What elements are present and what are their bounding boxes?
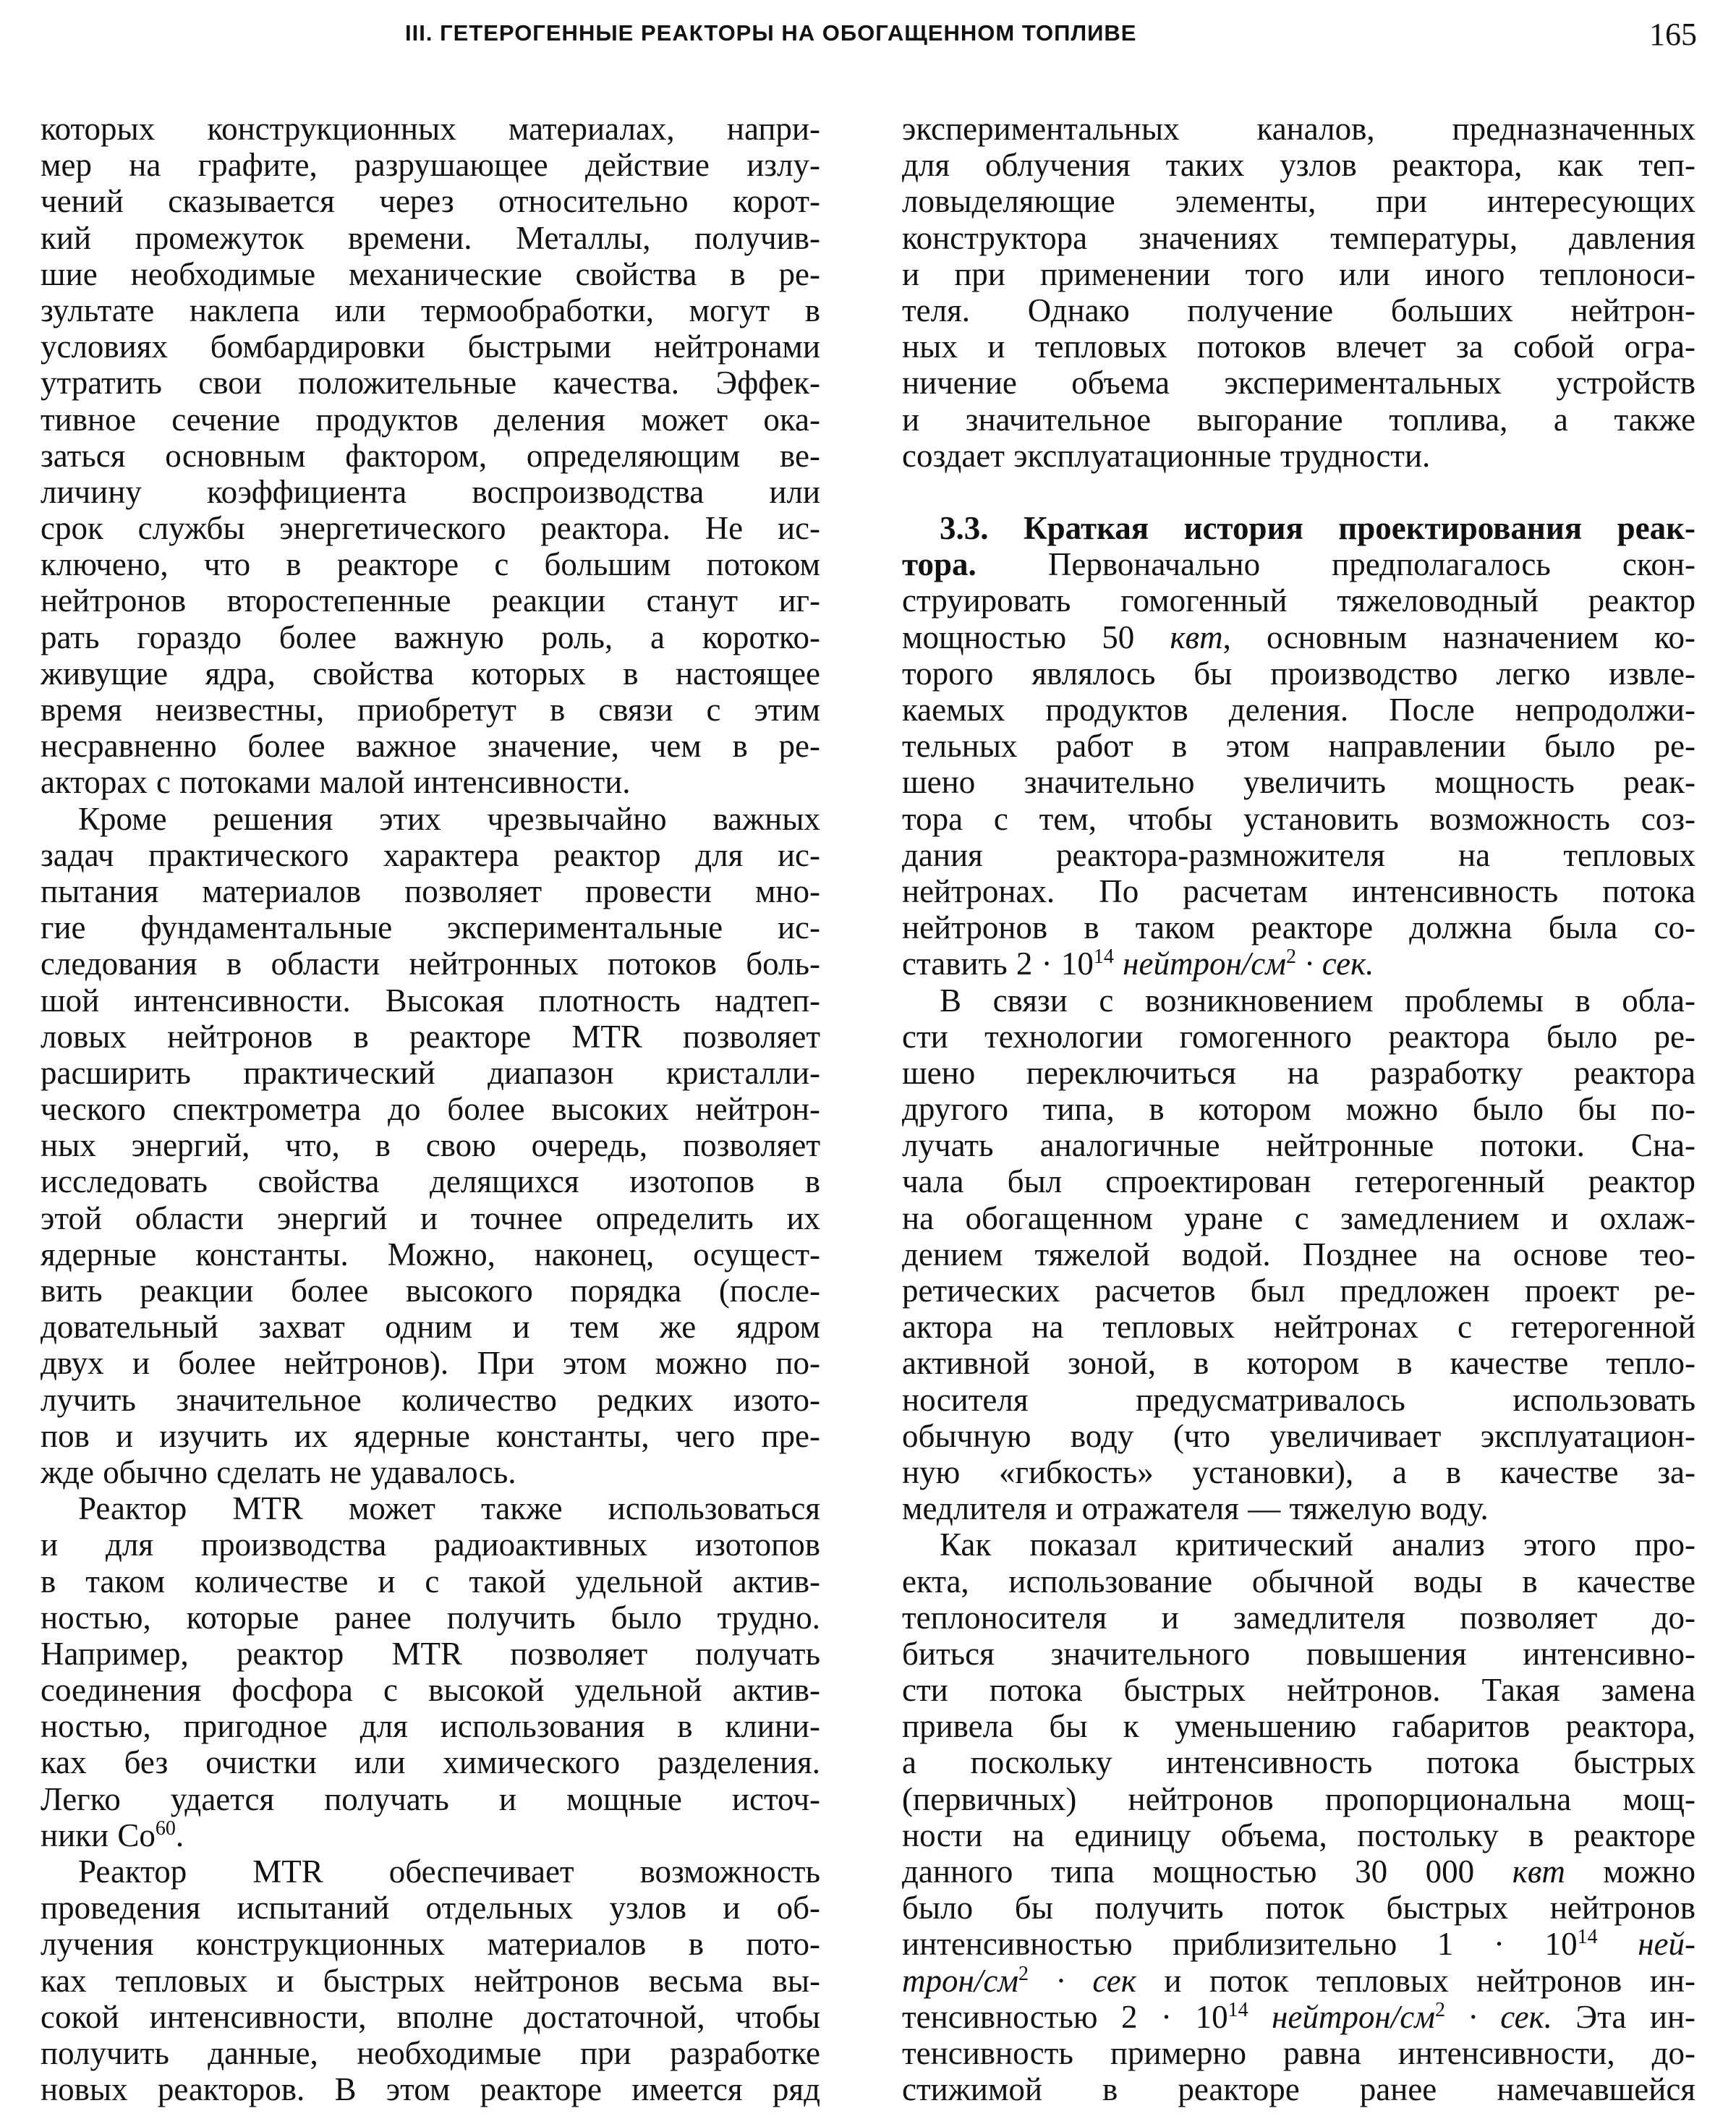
text-line: ностью, которые ранее получить было трудно. bbox=[41, 1599, 820, 1636]
text-line: живущие ядра, свойства которых в настоящее bbox=[41, 655, 820, 692]
italic-text: нейтрон/см bbox=[1272, 1998, 1435, 2035]
bold-text: тора. bbox=[902, 546, 977, 583]
paragraph bbox=[41, 801, 820, 1491]
text-line: чений сказывается через относительно корот- bbox=[41, 183, 820, 220]
text-line: зультате наклепа или термообработки, могут в bbox=[41, 292, 820, 328]
paragraph bbox=[41, 1490, 820, 1853]
paragraph bbox=[902, 1526, 1695, 2107]
text-line: новых реакторов. В этом реакторе имеется ряд bbox=[41, 2071, 820, 2108]
superscript: 2 bbox=[1018, 1962, 1029, 1985]
text-line: нейтронах. По расчетам интенсивность потока bbox=[902, 872, 1695, 909]
text-line: на обогащенном уране с замедлением и охлаж- bbox=[902, 1199, 1695, 1236]
text-line: которых конструкционных материалах, напри- bbox=[41, 111, 820, 147]
text-run: данного типа мощностью 30 000 bbox=[902, 1853, 1512, 1890]
blank-line bbox=[902, 474, 1695, 510]
superscript: 14 bbox=[1227, 1998, 1248, 2021]
text-line: исследовать свойства делящихся изотопов в bbox=[41, 1163, 820, 1200]
text-line: было бы получить поток быстрых нейтронов bbox=[902, 1890, 1695, 1927]
text-run bbox=[1248, 1999, 1272, 2035]
text-line: мер на графите, разрушающее действие излу- bbox=[41, 147, 820, 184]
text-line: Реактор MTR обеспечивает возможность bbox=[78, 1853, 820, 1890]
text-line: довательный захват одним и тем же ядром bbox=[41, 1309, 820, 1346]
text-line: обычную воду (что увеличивает эксплуатацион- bbox=[902, 1417, 1695, 1454]
text-run: интенсивностью приблизительно 1 · 10 bbox=[902, 1926, 1578, 1963]
text-line: дания реактора-размножителя на тепловых bbox=[902, 836, 1695, 873]
text-line bbox=[902, 1926, 1695, 1962]
text-line: ретических расчетов был предложен проект ре- bbox=[902, 1273, 1695, 1309]
text-line: проведения испытаний отдельных узлов и об- bbox=[41, 1890, 820, 1927]
text-line: теля. Однако получение больших нейтрон- bbox=[902, 292, 1695, 328]
text-line: тивное сечение продуктов деления может ока- bbox=[41, 401, 820, 438]
text-line: ках без очистки или химического разделения. bbox=[41, 1744, 820, 1781]
text-line: жде обычно сделать не удавалось. bbox=[41, 1453, 516, 1490]
text-line: соединения фосфора с высокой удельной актив- bbox=[41, 1672, 820, 1709]
text-run: . bbox=[175, 1817, 184, 1853]
text-line: двух и более нейтронов). При этом можно по- bbox=[41, 1345, 820, 1382]
text-line: ядерные константы. Можно, наконец, осущест- bbox=[41, 1236, 820, 1273]
text-line: другого типа, в котором можно было бы по- bbox=[902, 1091, 1695, 1128]
text-line: сокой интенсивности, вполне достаточной, чтобы bbox=[41, 1998, 820, 2035]
text-line: активной зоной, в котором в качестве тепло- bbox=[902, 1345, 1695, 1382]
text-run bbox=[1598, 1926, 1638, 1962]
text-line: и при применении того или иного теплоноси- bbox=[902, 255, 1695, 292]
text-line: следования в области нейтронных потоков боль- bbox=[41, 946, 820, 982]
text-line bbox=[902, 1853, 1695, 1890]
text-line: вить реакции более высокого порядка (после- bbox=[41, 1273, 820, 1309]
text-line: и значительное выгорание топлива, а также bbox=[902, 401, 1695, 438]
text-line: пов и изучить их ядерные константы, чего пре- bbox=[41, 1417, 820, 1454]
text-line bbox=[902, 619, 1695, 655]
text-line: пытания материалов позволяет провести мно- bbox=[41, 872, 820, 909]
superscript: 14 bbox=[1577, 1926, 1598, 1949]
italic-text: · сек bbox=[1029, 1962, 1136, 1999]
italic-text: ней- bbox=[1638, 1926, 1695, 1963]
text-line: время неизвестны, приобретут в связи с этим bbox=[41, 692, 820, 728]
text-line: нейтронов в таком реакторе должна была со- bbox=[902, 909, 1695, 946]
text-line bbox=[902, 1963, 1695, 1999]
italic-text: · сек. bbox=[1444, 1998, 1552, 2035]
italic-text: квт bbox=[1512, 1853, 1565, 1890]
text-line: носителя предусматривалось использовать bbox=[902, 1381, 1695, 1418]
superscript: 2 bbox=[1434, 1998, 1445, 2021]
text-run: ставить 2 · 10 bbox=[902, 946, 1094, 982]
text-line: ловыделяющие элементы, при интересующих bbox=[902, 183, 1695, 220]
text-line: теплоносителя и замедлителя позволяет до- bbox=[902, 1599, 1695, 1636]
text-run: ники Co bbox=[41, 1817, 156, 1853]
text-line bbox=[41, 1817, 820, 1853]
superscript: 60 bbox=[155, 1817, 176, 1840]
text-line: сти технологии гомогенного реактора было ре- bbox=[902, 1018, 1695, 1055]
right-column bbox=[902, 111, 1695, 2107]
text-line: получить данные, необходимые при разработке bbox=[41, 2034, 820, 2071]
paragraph bbox=[41, 1853, 820, 2107]
text-line: акторах с потоками малой интенсивности. bbox=[41, 764, 631, 801]
text-line: несравненно более важное значение, чем в ре- bbox=[41, 728, 820, 765]
text-line: а поскольку интенсивность потока быстрых bbox=[902, 1744, 1695, 1781]
text-line: екта, использование обычной воды в качестве bbox=[902, 1563, 1695, 1600]
text-line: и для производства радиоактивных изотопов bbox=[41, 1526, 820, 1563]
text-line: тора с тем, чтобы установить возможность соз- bbox=[902, 800, 1695, 837]
text-line: кий промежуток времени. Металлы, получив- bbox=[41, 219, 820, 256]
text-line: стижимой в реакторе ранее намечавшейся bbox=[902, 2071, 1695, 2108]
text-line: создает эксплуатационные трудности. bbox=[902, 437, 1431, 474]
text-run: можно bbox=[1565, 1853, 1695, 1890]
italic-text: трон/см bbox=[902, 1962, 1019, 1999]
text-line: срок службы энергетического реактора. Не ис- bbox=[41, 510, 820, 547]
text-line: Кроме решения этих чрезвычайно важных bbox=[78, 800, 820, 837]
text-line: актора на тепловых нейтронах с гетерогенной bbox=[902, 1309, 1695, 1346]
italic-text: нейтрон/см bbox=[1123, 946, 1286, 982]
text-line: ную «гибкость» установки), а в качестве за- bbox=[902, 1453, 1695, 1490]
running-head: III. ГЕТЕРОГЕННЫЕ РЕАКТОРЫ НА ОБОГАЩЕННОМ ТОПЛИВЕ bbox=[405, 20, 1137, 46]
left-column bbox=[41, 111, 820, 2107]
text-line: лучить значительное количество редких изото- bbox=[41, 1381, 820, 1418]
text-line: (первичных) нейтронов пропорциональна мощ- bbox=[902, 1780, 1695, 1817]
text-line: заться основным фактором, определяющим ве- bbox=[41, 437, 820, 474]
text-line: Реактор MTR может также использоваться bbox=[78, 1490, 820, 1527]
text-line: шой интенсивности. Высокая плотность надтеп- bbox=[41, 982, 820, 1019]
text-line: условиях бомбардировки быстрыми нейтронами bbox=[41, 328, 820, 365]
text-line: ных и тепловых потоков влечет за собой огра- bbox=[902, 328, 1695, 365]
text-line: ности на единицу объема, постольку в реакторе bbox=[902, 1817, 1695, 1853]
text-line: утратить свои положительные качества. Эффек- bbox=[41, 365, 820, 402]
paragraph bbox=[41, 111, 820, 801]
text-line: ческого спектрометра до более высоких нейтрон- bbox=[41, 1091, 820, 1128]
text-run: Эта ин- bbox=[1552, 1998, 1695, 2035]
paragraph bbox=[902, 982, 1695, 1527]
text-line: дением тяжелой водой. Позднее на основе тео- bbox=[902, 1236, 1695, 1273]
text-line: шено значительно увеличить мощность реак- bbox=[902, 764, 1695, 801]
text-line: рать гораздо более важную роль, а коротко- bbox=[41, 619, 820, 655]
text-line: торого являлось бы производство легко извле- bbox=[902, 655, 1695, 692]
text-line: гие фундаментальные экспериментальные ис- bbox=[41, 909, 820, 946]
text-line: шие необходимые механические свойства в ре- bbox=[41, 255, 820, 292]
text-line: конструктора значениях температуры, давления bbox=[902, 219, 1695, 256]
text-line: ловых нейтронов в реакторе MTR позволяет bbox=[41, 1018, 820, 1055]
text-line: ничение объема экспериментальных устройств bbox=[902, 365, 1695, 402]
text-line: ностью, пригодное для использования в клини- bbox=[41, 1708, 820, 1745]
text-line: сти потока быстрых нейтронов. Такая замена bbox=[902, 1672, 1695, 1709]
text-line: задач практического характера реактор для ис- bbox=[41, 836, 820, 873]
text-line: ных энергий, что, в свою очередь, позволяет bbox=[41, 1127, 820, 1164]
text-run: тенсивностью 2 · 10 bbox=[902, 1998, 1228, 2035]
text-line: чала был спроектирован гетерогенный реактор bbox=[902, 1163, 1695, 1200]
text-line: лучать аналогичные нейтронные потоки. Сна- bbox=[902, 1127, 1695, 1164]
text-line: привела бы к уменьшению габаритов реактора, bbox=[902, 1708, 1695, 1745]
italic-text: квт bbox=[1170, 619, 1223, 655]
bold-text: 3.3. Краткая история проектирования реак- bbox=[940, 510, 1695, 547]
text-line: тельных работ в этом направлении было ре- bbox=[902, 728, 1695, 765]
text-line bbox=[902, 510, 1695, 546]
text-line: расширить практический диапазон кристалли- bbox=[41, 1054, 820, 1091]
text-run: мощностью 50 bbox=[902, 619, 1170, 655]
text-line: в таком количестве и с такой удельной актив- bbox=[41, 1563, 820, 1600]
text-line: для облучения таких узлов реактора, как теп- bbox=[902, 147, 1695, 184]
text-line bbox=[902, 546, 1695, 582]
text-line: струировать гомогенный тяжеловодный реактор bbox=[902, 582, 1695, 619]
text-line: тенсивность примерно равна интенсивности, до- bbox=[902, 2034, 1695, 2071]
text-line: нейтронов второстепенные реакции станут иг- bbox=[41, 582, 820, 619]
paragraph bbox=[902, 510, 1695, 982]
text-line: ках тепловых и быстрых нейтронов весьма вы- bbox=[41, 1962, 820, 1999]
superscript: 2 bbox=[1286, 946, 1296, 969]
text-line: В связи с возникновением проблемы в обла- bbox=[940, 982, 1695, 1019]
text-line bbox=[902, 946, 1695, 982]
text-line: каемых продуктов деления. После непродолжи- bbox=[902, 692, 1695, 728]
text-line: этой области энергий и точнее определить их bbox=[41, 1199, 820, 1236]
paragraph bbox=[902, 111, 1695, 474]
text-line: личину коэффициента воспроизводства или bbox=[41, 473, 820, 510]
superscript: 14 bbox=[1093, 946, 1114, 969]
italic-text: · сек. bbox=[1296, 946, 1374, 982]
text-line: ключено, что в реакторе с большим потоком bbox=[41, 546, 820, 583]
text-line: лучения конструкционных материалов в пото- bbox=[41, 1926, 820, 1963]
text-line: Легко удается получать и мощные источ- bbox=[41, 1780, 820, 1817]
text-line: Например, реактор MTR позволяет получать bbox=[41, 1635, 820, 1672]
text-run bbox=[1114, 946, 1123, 982]
text-run: и поток тепловых нейтронов ин- bbox=[1136, 1962, 1695, 1999]
text-line: медлителя и отражателя — тяжелую воду. bbox=[902, 1490, 1489, 1527]
text-line: биться значительного повышения интенсивно- bbox=[902, 1635, 1695, 1672]
text-line bbox=[902, 1999, 1695, 2035]
text-line: Как показал критический анализ этого про- bbox=[940, 1526, 1695, 1563]
text-run: Первоначально предполагалось скон- bbox=[976, 546, 1695, 583]
text-line: экспериментальных каналов, предназначенных bbox=[902, 111, 1695, 147]
page-number: 165 bbox=[1649, 17, 1697, 52]
text-line: шено переключиться на разработку реактора bbox=[902, 1054, 1695, 1091]
text-run: , основным назначением ко- bbox=[1222, 619, 1695, 655]
